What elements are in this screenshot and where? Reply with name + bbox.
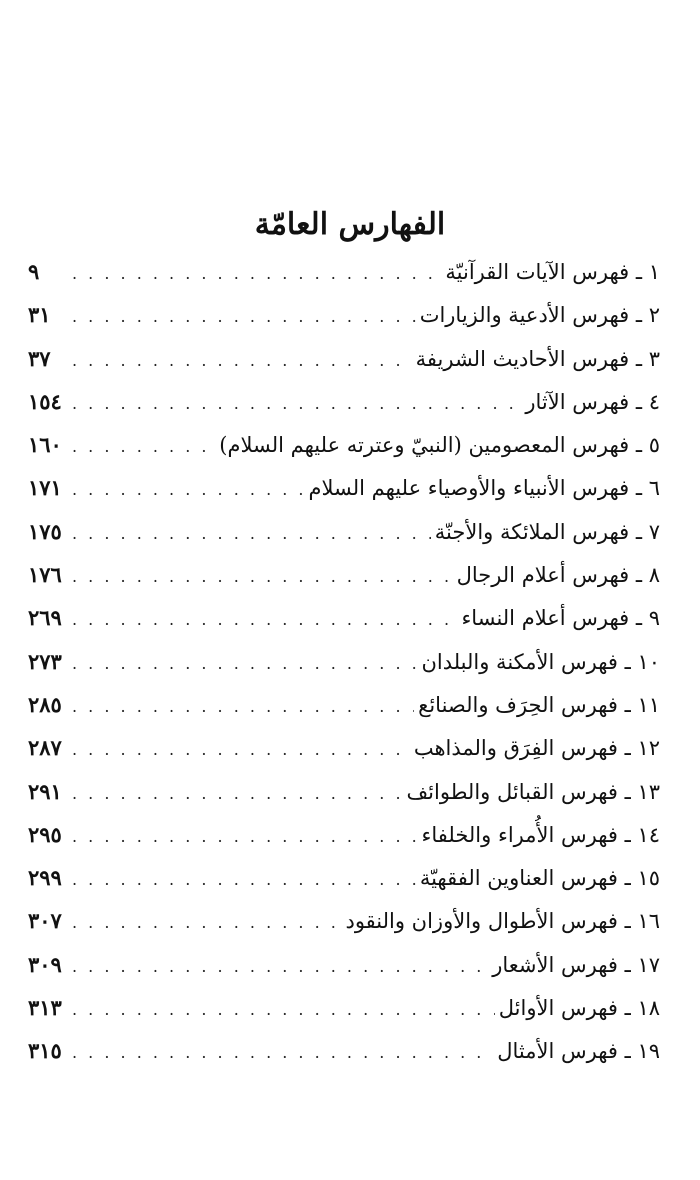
toc-dot-leader <box>72 382 521 425</box>
toc-entry-page-number: ٢٩١ <box>28 778 62 804</box>
toc-entry-page-number: ١٧٥ <box>28 518 62 544</box>
toc-entry <box>28 986 660 1029</box>
toc-dot-leader <box>72 252 441 295</box>
toc-dot-leader <box>72 815 418 858</box>
toc-entry-label: ١٨ ـ فهرس الأوائل <box>498 996 660 1021</box>
toc-entry-label: ١٣ ـ فهرس القبائل والطوائف <box>406 779 660 804</box>
toc-entry-label: ١١ ـ فهرس الحِرَف والصنائع <box>418 692 660 717</box>
toc-entry-label: ١٩ ـ فهرس الأمثال <box>497 1039 660 1064</box>
toc-entry <box>28 250 660 293</box>
toc-entry-label: ٣ ـ فهرس الأحاديث الشريفة <box>415 346 660 371</box>
toc-dot-leader <box>72 468 304 511</box>
toc-entry-page-number: ١٥٤ <box>28 388 62 414</box>
toc-entry-page-number: ٣١٥ <box>28 1038 62 1064</box>
toc-dot-leader <box>72 425 215 468</box>
toc-dot-leader <box>72 642 417 685</box>
toc-entry-label: ٩ ـ فهرس أعلام النساء <box>461 606 660 631</box>
toc-entry-page-number: ٢٩٥ <box>28 821 62 847</box>
toc-entry-page-number: ٢٦٩ <box>28 605 62 631</box>
toc-entry-label: ٤ ـ فهرس الآثار <box>525 389 660 414</box>
toc-entry-label: ٨ ـ فهرس أعلام الرجال <box>456 563 660 588</box>
toc-dot-leader <box>72 772 402 815</box>
toc-entry <box>28 770 660 813</box>
toc-entry-page-number: ١٧١ <box>28 475 62 501</box>
toc-dot-leader <box>72 598 457 641</box>
toc-entry-label: ١٠ ـ فهرس الأمكنة والبلدان <box>421 649 660 674</box>
toc-entry-page-number: ٢٨٥ <box>28 691 62 717</box>
toc-entry <box>28 1029 660 1072</box>
page-title: الفهارس العامّة <box>254 207 446 242</box>
toc-entry-page-number: ٢٨٧ <box>28 735 62 761</box>
toc-entry <box>28 899 660 942</box>
toc-entry-page-number: ٣١٣ <box>28 995 62 1021</box>
toc-entry-page-number: ٣٠٩ <box>28 951 62 977</box>
toc-dot-leader <box>72 685 414 728</box>
toc-entry <box>28 466 660 509</box>
toc-dot-leader <box>72 555 453 598</box>
toc-entry <box>28 813 660 856</box>
toc-entry-label: ٦ ـ فهرس الأنبياء والأوصياء عليهم السلام <box>308 476 660 501</box>
toc-entry <box>28 293 660 336</box>
toc-dot-leader <box>72 512 431 555</box>
toc-entry <box>28 596 660 639</box>
toc-entry <box>28 337 660 380</box>
toc-entry-page-number: ٢٩٩ <box>28 865 62 891</box>
toc-entry-label: ١٦ ـ فهرس الأطوال والأوزان والنقود <box>345 909 660 934</box>
toc-entry-label: ١٤ ـ فهرس الأُمراء والخلفاء <box>421 822 660 847</box>
toc-entry-label: ٥ ـ فهرس المعصومين (النبيّ وعترته عليهم السلام) <box>219 433 660 458</box>
toc-entry <box>28 726 660 769</box>
toc-entry-label: ١٢ ـ فهرس الفِرَق والمذاهب <box>413 736 660 761</box>
toc-entry-label: ٢ ـ فهرس الأدعية والزيارات <box>419 303 660 328</box>
toc-entry <box>28 510 660 553</box>
toc-entry-page-number: ٣٠٧ <box>28 908 62 934</box>
toc-entry-label: ١ ـ فهرس الآيات القرآنيّة <box>445 260 660 284</box>
toc-dot-leader <box>72 295 416 338</box>
table-of-contents <box>28 250 660 1073</box>
toc-entry-page-number: ١٧٦ <box>28 562 62 588</box>
toc-entry <box>28 640 660 683</box>
toc-dot-leader <box>72 988 495 1031</box>
toc-entry-page-number: ١٦٠ <box>28 432 62 458</box>
toc-entry-page-number: ٣١ <box>28 302 51 328</box>
toc-entry <box>28 683 660 726</box>
toc-entry-label: ١٧ ـ فهرس الأشعار <box>492 952 660 977</box>
toc-dot-leader <box>72 901 341 944</box>
toc-entry <box>28 553 660 596</box>
toc-entry <box>28 943 660 986</box>
toc-entry <box>28 380 660 423</box>
toc-entry <box>28 856 660 899</box>
toc-entry-page-number: ٢٧٣ <box>28 648 62 674</box>
toc-dot-leader <box>72 945 488 988</box>
toc-dot-leader <box>72 339 412 382</box>
toc-entry <box>28 423 660 466</box>
toc-dot-leader <box>72 858 416 901</box>
toc-entry-page-number: ٣٧ <box>28 345 51 371</box>
toc-dot-leader <box>72 1031 493 1074</box>
toc-dot-leader <box>72 728 410 771</box>
toc-entry-label: ١٥ ـ فهرس العناوين الفقهيّة <box>419 866 660 891</box>
toc-entry-label: ٧ ـ فهرس الملائكة والأجنّة <box>434 519 660 544</box>
toc-entry-page-number: ٩ <box>28 259 40 284</box>
